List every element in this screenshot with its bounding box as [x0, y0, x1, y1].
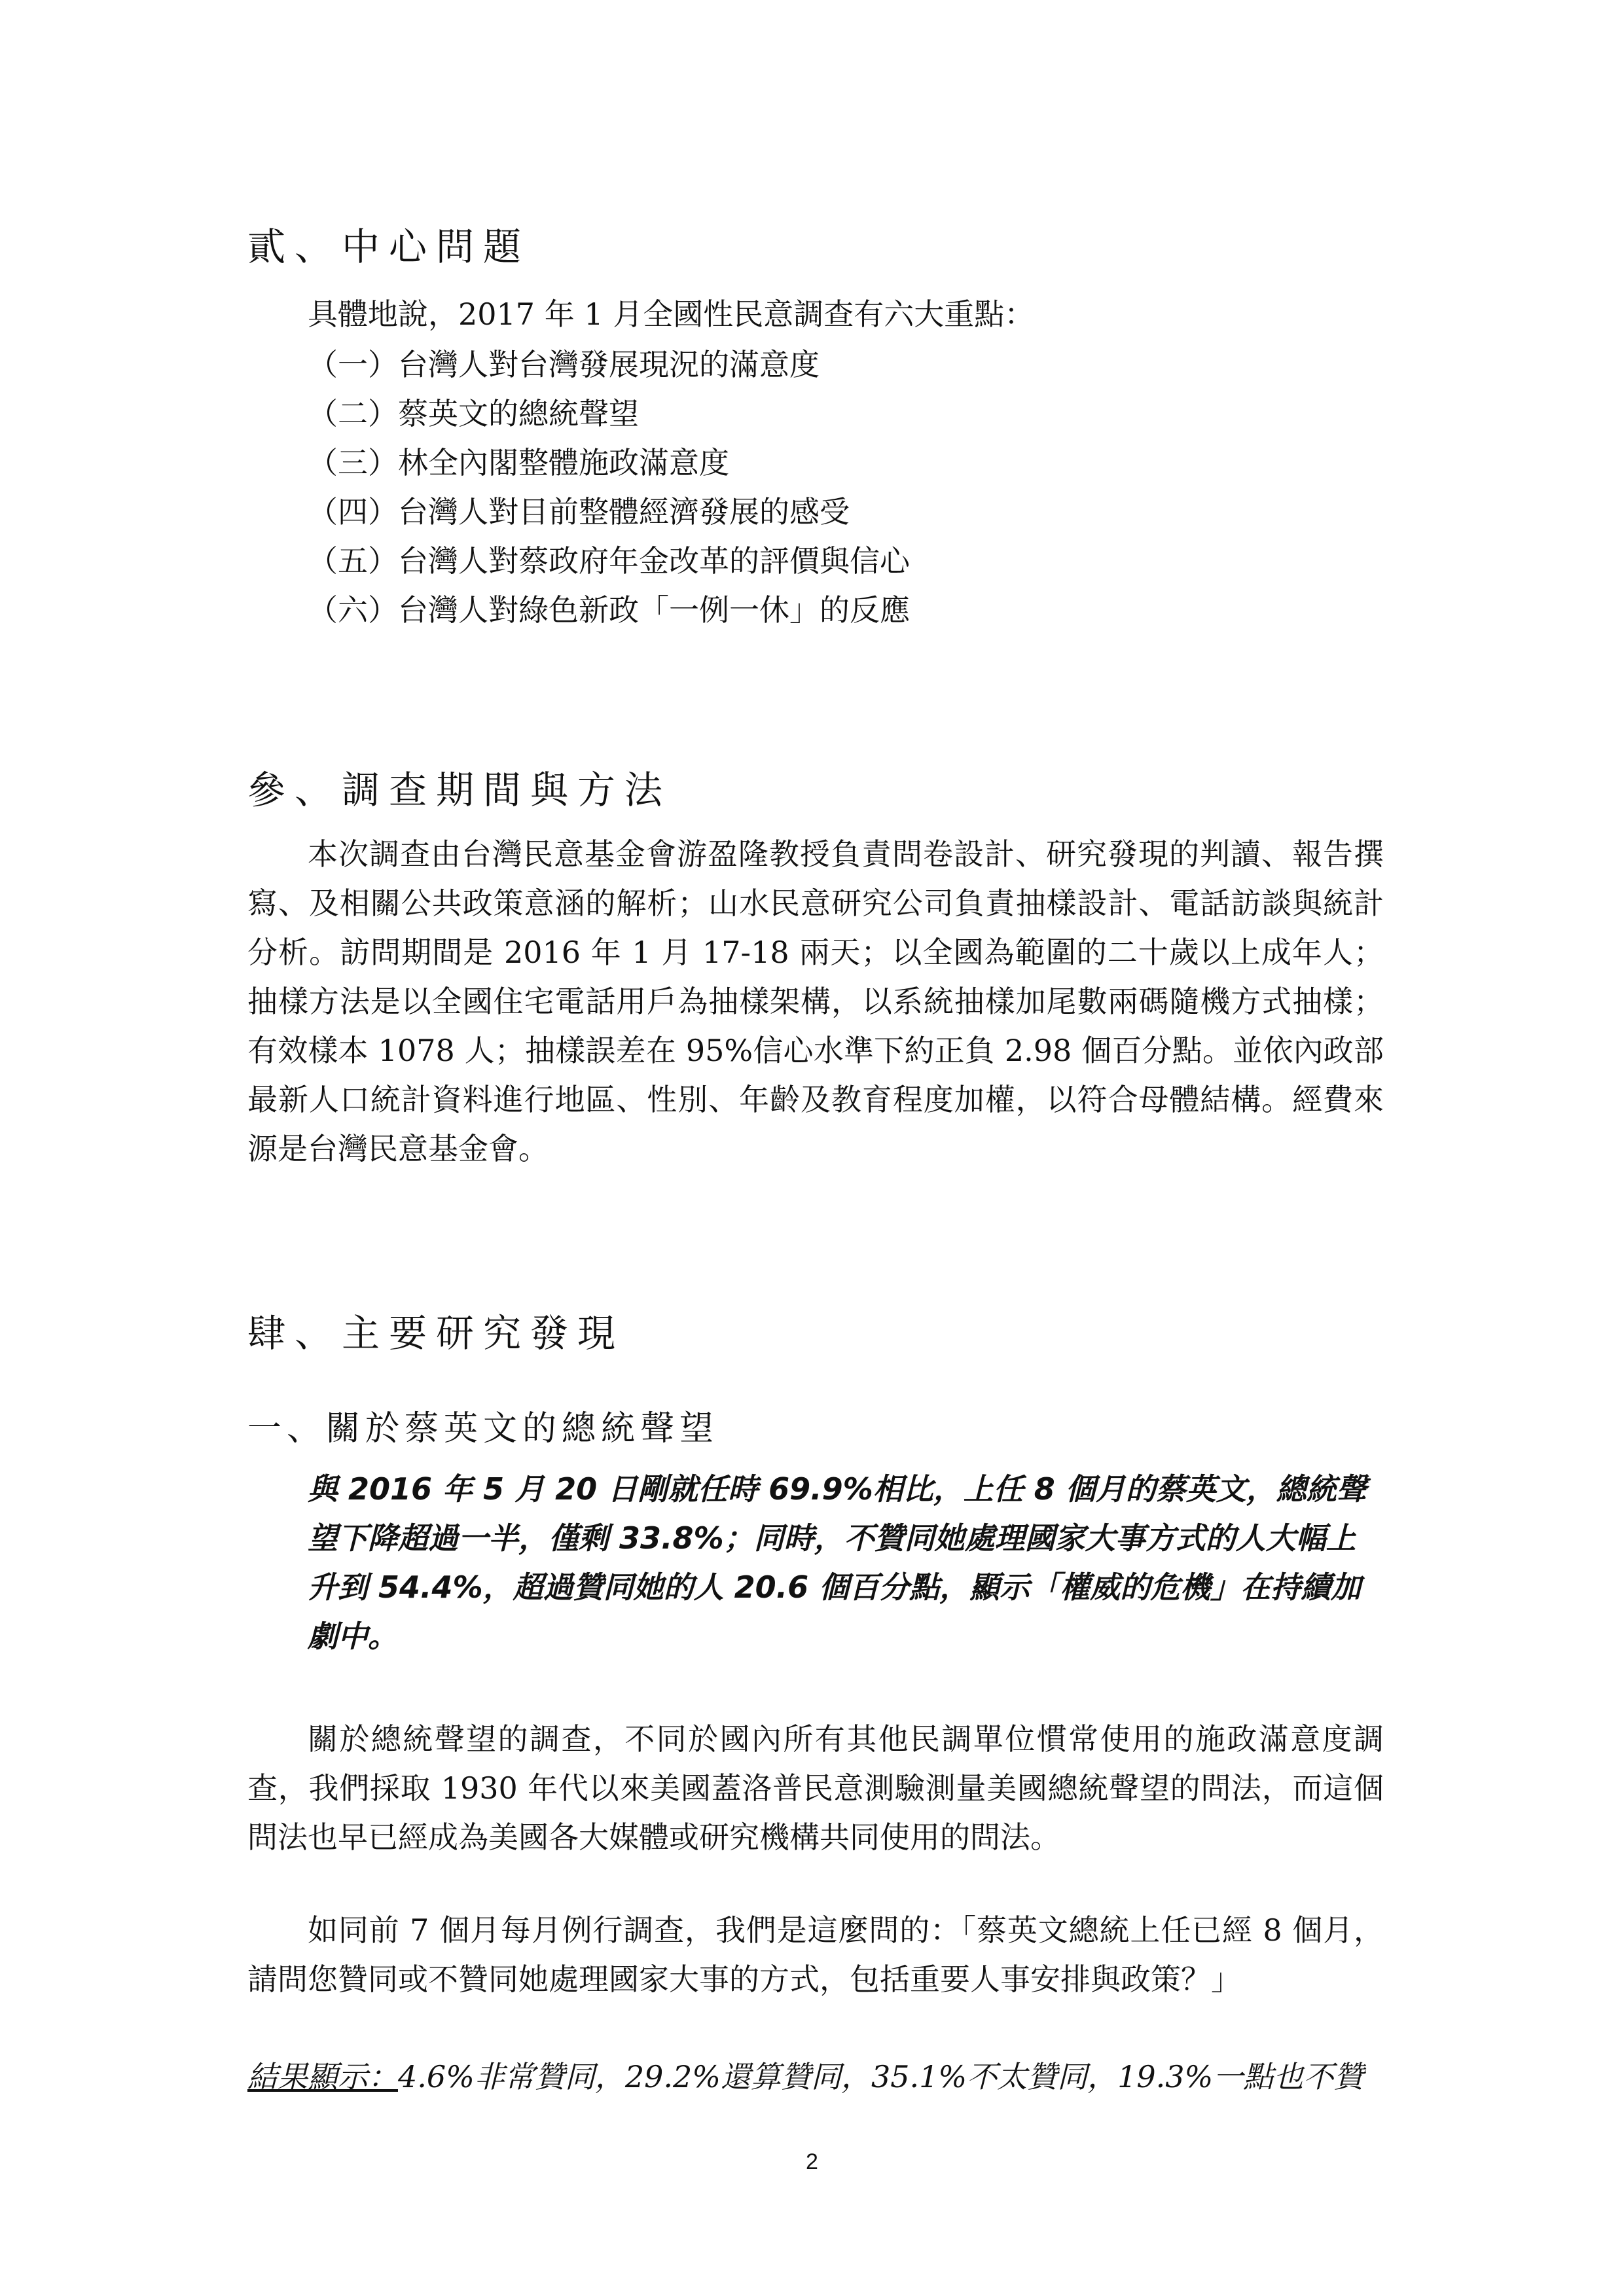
section-heading-central-issues: 貳、中心問題: [247, 224, 531, 269]
method-paragraph: 本次調查由台灣民意基金會游盈隆教授負責問卷設計、研究發現的判讀、報告撰寫、及相關公共政策意涵的解析；山水民意研究公司負責抽樣設計、電話訪談與統計分析。訪問期間是 2016 年 1 月 17-18 兩天；以全國為範圍的二十歲以上成年人；抽樣方法是以全國住宅電話用戶為抽樣架構，以系統抽樣加尾數兩碼隨機方式抽樣；有效樣本 1078 人；抽樣誤差在 95%信心水準下約正負 2.98 個百分點。並依內政部最新人口統計資料進行地區、性別、年齡及教育程度加權，以符合母體結構。經費來源是台灣民意基金會。: [247, 836, 1384, 1166]
list-item: （一）台灣人對台灣發展現況的滿意度: [308, 347, 820, 382]
list-item: （四）台灣人對目前整體經濟發展的感受: [308, 494, 850, 529]
list-item: （三）林全內閣整體施政滿意度: [308, 445, 729, 480]
list-item: （五）台灣人對蔡政府年金改革的評價與信心: [308, 543, 910, 579]
section-heading-method: 參、調查期間與方法: [247, 768, 672, 812]
page-number: 2: [806, 2149, 818, 2174]
list-item: （六）台灣人對綠色新政「一例一休」的反應: [308, 592, 910, 628]
body-paragraph: 如同前 7 個月每月例行調查，我們是這麼問的：「蔡英文總統上任已經 8 個月，請問您贊同或不贊同她處理國家大事的方式，包括重要人事安排與政策？」: [247, 1912, 1384, 1997]
result-text: 4.6%非常贊同，29.2%還算贊同，35.1%不太贊同，19.3%一點也不贊: [398, 2059, 1364, 2094]
subsection-heading: 一、關於蔡英文的總統聲望: [247, 1409, 719, 1448]
highlight-summary: 與 2016 年 5 月 20 日剛就任時 69.9%相比，上任 8 個月的蔡英文，總統聲望下降超過一半，僅剩 33.8%；同時，不贊同她處理國家大事方式的人大幅上升到 54.4%，超過贊同她的人 20.6 個百分點，顯示「權威的危機」在持續加劇中。: [308, 1471, 1367, 1654]
result-line: [247, 2053, 1384, 2102]
key-points-list: [308, 340, 910, 635]
section-heading-findings: 肆、主要研究發現: [247, 1311, 625, 1355]
body-paragraph: 關於總統聲望的調查，不同於國內所有其他民調單位慣常使用的施政滿意度調查，我們採取 1930 年代以來美國蓋洛普民意測驗測量美國總統聲望的問法，而這個問法也早已經成為美國各大媒體或研究機構共同使用的問法。: [247, 1721, 1384, 1855]
result-label: 結果顯示：: [247, 2059, 398, 2094]
list-item: （二）蔡英文的總統聲望: [308, 396, 639, 431]
section-intro: 具體地說，2017 年 1 月全國性民意調查有六大重點：: [308, 296, 1035, 332]
